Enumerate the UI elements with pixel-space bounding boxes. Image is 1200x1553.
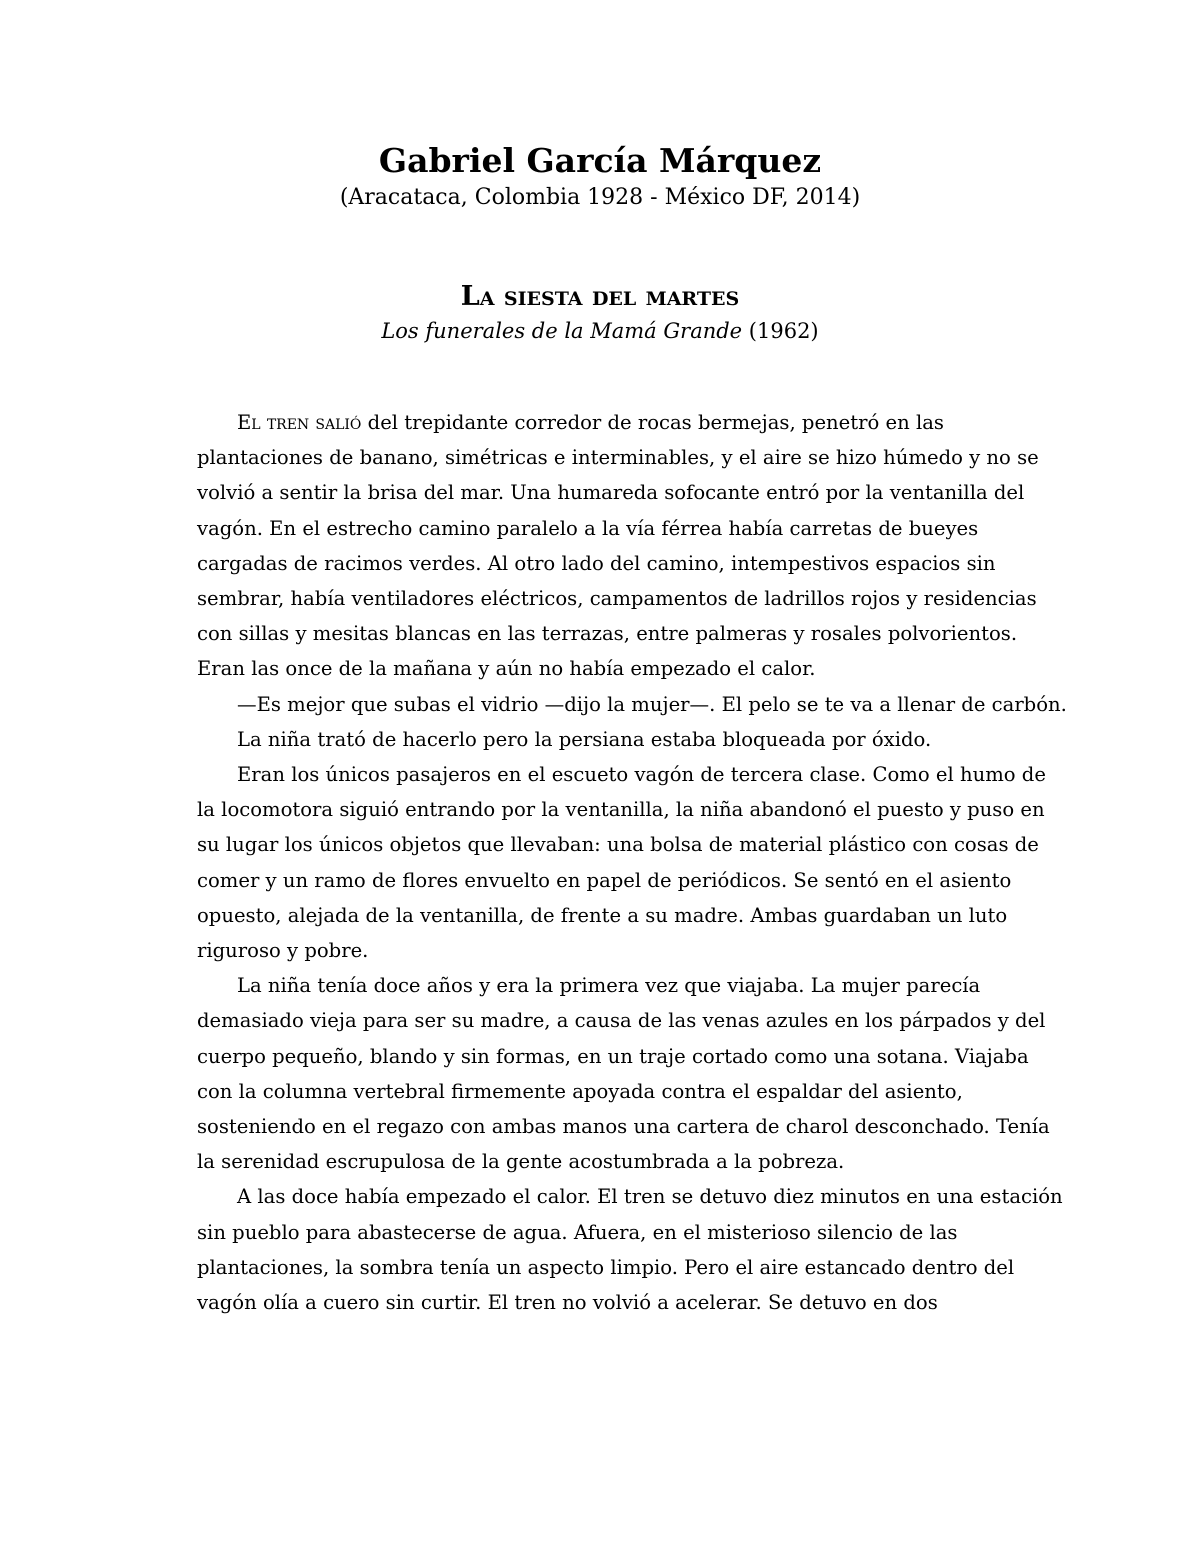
- paragraph-1-text: del trepidante corredor de rocas bermejas, penetró en las plantaciones de banano, simétricas e interminables, y el aire se hizo húmedo y no se volvió a sentir la brisa del mar. Una humareda sofocante entró por la ventanilla del vagón. En el estrecho camino paralelo a la vía férrea había carretas de bueyes cargadas de racimos verdes. Al otro lado del camino, intempestivos espacios sin sembrar, había ventiladores eléctricos, campamentos de ladrillos rojos y residencias con sillas y mesitas blancas en las terrazas, entre palmeras y rosales polvorientos. Eran las once de la mañana y aún no había empezado el calor.: [197, 411, 1039, 681]
- source-book-title: Los funerales de la Mamá Grande: [381, 319, 743, 343]
- source-year: (1962): [748, 319, 819, 343]
- paragraph-1: [197, 405, 1067, 687]
- paragraph-1-lead: El tren salió: [237, 411, 362, 434]
- story-source: [0, 316, 1200, 346]
- paragraph-3: La niña trató de hacerlo pero la persiana estaba bloqueada por óxido.: [237, 727, 932, 751]
- paragraph-5: La niña tenía doce años y era la primera vez que viajaba. La mujer parecía demasiado vieja para ser su madre, a causa de las venas azules en los párpados y del cuerpo pequeño, blando y sin formas, en un traje cortado como una sotana. Viajaba con la columna vertebral firmemente apoyada contra el espaldar del asiento, sosteniendo en el regazo con ambas manos una cartera de charol desconchado. Tenía la serenidad escrupulosa de la gente acostumbrada a la pobreza.: [197, 974, 1050, 1174]
- story-body: [197, 405, 1067, 1320]
- paragraph-4: Eran los únicos pasajeros en el escueto vagón de tercera clase. Como el humo de la locomotora siguió entrando por la ventanilla, la niña abandonó el puesto y puso en su lugar los únicos objetos que llevaban: una bolsa de material plástico con cosas de comer y un ramo de flores envuelto en papel de periódicos. Se sentó en el asiento opuesto, alejada de la ventanilla, de frente a su madre. Ambas guardaban un luto riguroso y pobre.: [197, 763, 1046, 963]
- story-title: La siesta del martes: [460, 281, 740, 312]
- paragraph-2: —Es mejor que subas el vidrio —dijo la mujer—. El pelo se te va a llenar de carbón.: [237, 692, 1067, 716]
- author-name: Gabriel García Márquez: [378, 141, 822, 180]
- paragraph-6: A las doce había empezado el calor. El tren se detuvo diez minutos en una estación sin pueblo para abastecerse de agua. Afuera, en el misterioso silencio de las plantaciones, la sombra tenía un aspecto limpio. Pero el aire estancado dentro del vagón olía a cuero sin curtir. El tren no volvió a acelerar. Se detuvo en dos: [197, 1185, 1063, 1315]
- author-dates: (Aracataca, Colombia 1928 - México DF, 2014): [339, 185, 861, 210]
